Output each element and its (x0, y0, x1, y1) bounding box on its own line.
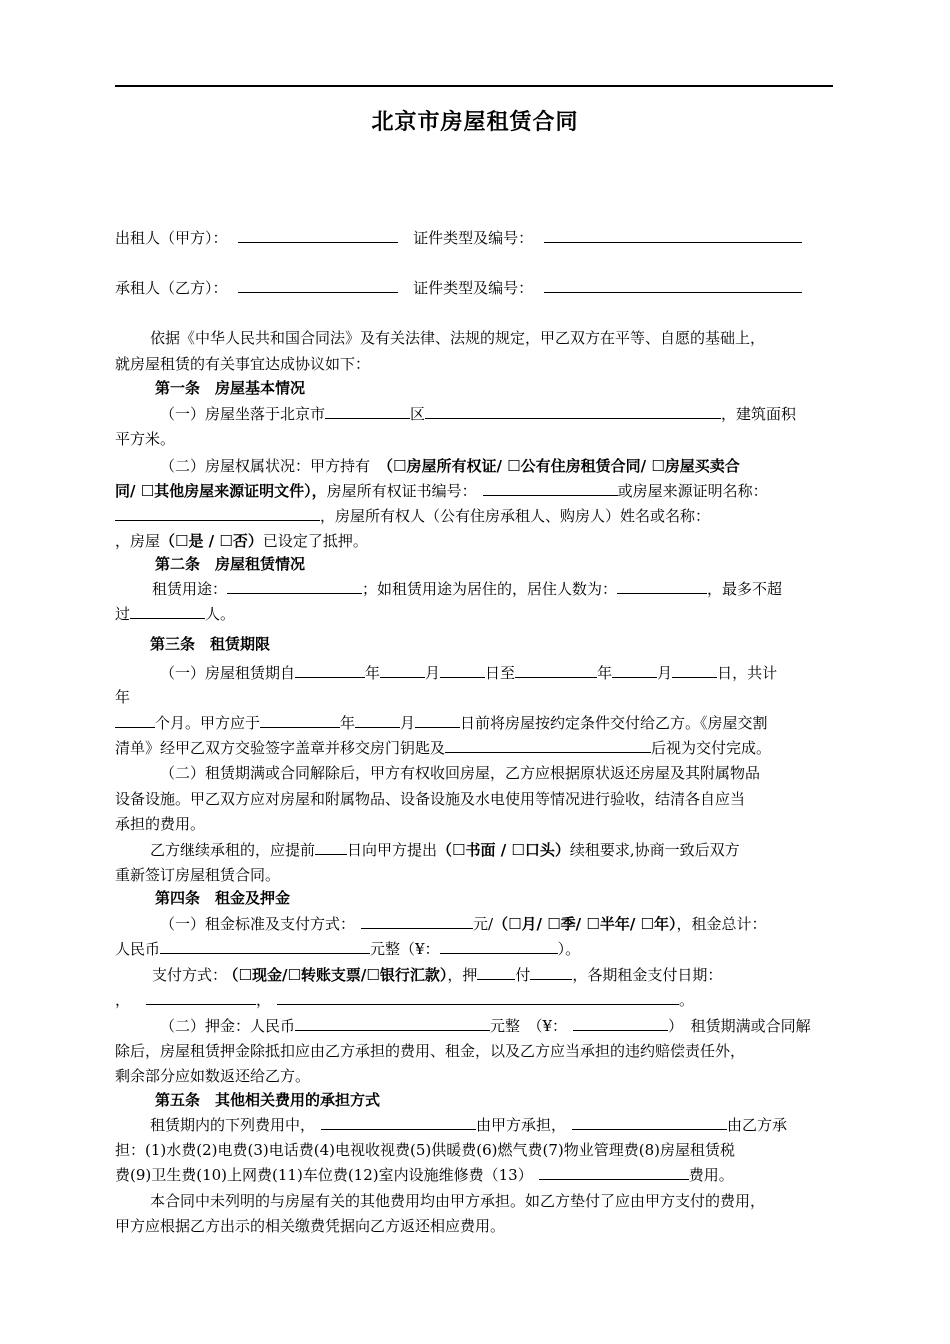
text: 租赁期内的下列费用中， (150, 1116, 316, 1134)
delivery-month-blank[interactable] (355, 713, 400, 728)
lessee-fees-blank[interactable] (572, 1115, 727, 1130)
purpose-line (152, 578, 782, 600)
article-5-heading: 第五条 其他相关费用的承担方式 (155, 1091, 381, 1109)
text: 元整（¥： (370, 940, 440, 958)
handover-items-blank[interactable] (445, 738, 651, 753)
text: 由甲方承担， (476, 1116, 567, 1134)
text: 月 (657, 664, 673, 682)
handover-line (115, 737, 771, 759)
lessor-id-label: 证件类型及编号： (413, 229, 534, 247)
start-month-blank[interactable] (380, 663, 425, 678)
start-year-blank[interactable] (295, 663, 365, 678)
payment-method-options[interactable]: （☐现金/☐转账支票/☐银行汇款） (231, 966, 448, 984)
fees-list-line-2 (115, 1164, 734, 1186)
text: 区 (410, 405, 426, 423)
lessor-label: 出租人（甲方）： (115, 229, 228, 247)
text: 年 (365, 664, 381, 682)
lessor-fees-blank[interactable] (321, 1115, 476, 1130)
max-residents-blank[interactable] (130, 604, 205, 619)
text: ， (256, 991, 272, 1009)
text: 由乙方承 (727, 1116, 788, 1134)
term-item-2-line-2: 设备设施。甲乙双方应对房屋和附属物品、设备设施及水电使用等情况进行验收，结清各自应当 (115, 790, 746, 808)
preamble-line-2: 就房屋租赁的有关事宜达成协议如下： (115, 355, 371, 373)
term-item-2-line-3: 承担的费用。 (115, 815, 206, 833)
rent-amount-blank[interactable] (361, 914, 473, 929)
text: ，建筑面积 (721, 405, 797, 423)
header-rule (115, 85, 833, 87)
delivery-year-blank[interactable] (260, 713, 340, 728)
text: 房屋所有权证书编号： (326, 482, 477, 500)
ownership-options-cont[interactable]: 同/ ☐其他房屋来源证明文件）， (115, 482, 327, 500)
text: ）。 (557, 940, 581, 958)
preamble-line-1: 依据《中华人民共和国合同法》及有关法律、法规的规定，甲乙双方在平等、自愿的基础上， (150, 329, 766, 347)
text: 费用。 (688, 1166, 734, 1184)
rent-total-words-blank[interactable] (160, 939, 370, 954)
text: 日，共计 (717, 664, 778, 682)
text: ，各期租金支付日期： (572, 966, 723, 984)
deposit-figure-blank[interactable] (573, 1016, 668, 1031)
pay-months-blank[interactable] (530, 965, 572, 980)
text: 个月。甲方应于 (155, 714, 261, 732)
text: 已设定了抵押。 (262, 532, 368, 550)
article-3-heading: 第三条 租赁期限 (150, 635, 271, 653)
owner-name-line (115, 505, 710, 527)
text: 日向甲方提出 (347, 841, 438, 859)
mortgage-options[interactable]: （☐是 / ☐否） (160, 532, 263, 550)
payment-method-line (152, 964, 722, 986)
rent-period-options[interactable]: （☐月/ ☐季/ ☐半年/ ☐年） (493, 915, 677, 933)
term-months-blank[interactable] (115, 713, 155, 728)
term-item-2-line-1: （二）租赁期满或合同解除后，甲方有权收回房屋，乙方应根据原状返还房屋及其附属物品 (160, 764, 761, 782)
text: 元/ (473, 915, 494, 933)
delivery-line (115, 712, 768, 734)
text: 租赁用途： (152, 580, 228, 598)
text: 月 (400, 714, 416, 732)
text: （一）房屋坐落于北京市 (160, 405, 326, 423)
text: （一）房屋租赁期自 (160, 664, 296, 682)
end-day-blank[interactable] (672, 663, 717, 678)
payment-date-blank-2[interactable] (277, 990, 679, 1005)
renewal-line-2: 重新签订房屋租赁合同。 (115, 866, 281, 884)
mortgage-line (115, 530, 368, 552)
lessor-name-blank[interactable] (238, 228, 398, 243)
deposit-line-2: 除后，房屋租赁押金除抵扣应由乙方承担的费用、租金，以及乙方应当承担的违约赔偿责任外， (115, 1042, 746, 1060)
deposit-months-blank[interactable] (477, 965, 515, 980)
text: （二）押金：人民币 (160, 1017, 296, 1035)
text: （一）租金标准及支付方式： (160, 915, 356, 933)
delivery-day-blank[interactable] (415, 713, 460, 728)
text: ，房屋 (115, 532, 161, 550)
renewal-options[interactable]: （☐书面 / ☐口头） (437, 841, 570, 859)
payment-date-blank-1[interactable] (146, 990, 256, 1005)
text: 人民币 (115, 940, 161, 958)
residents-blank[interactable] (617, 579, 707, 594)
page-title: 北京市房屋租赁合同 (371, 110, 579, 135)
address-blank[interactable] (425, 404, 721, 419)
text: 或房屋来源证明名称： (617, 482, 768, 500)
text: 清单》经甲乙双方交验签字盖章并移交房门钥匙及 (115, 739, 446, 757)
district-blank[interactable] (325, 404, 410, 419)
lessee-label: 承租人（乙方）： (115, 279, 228, 297)
text: 续租要求,协商一致后双方 (569, 841, 740, 859)
article-2-heading: 第二条 房屋租赁情况 (155, 555, 306, 573)
text: 支付方式： (152, 966, 228, 984)
fees-line (150, 1114, 787, 1136)
start-day-blank[interactable] (440, 663, 485, 678)
end-month-blank[interactable] (612, 663, 657, 678)
text: 年 (597, 664, 613, 682)
other-fee-blank[interactable] (539, 1165, 689, 1180)
lessor-id-blank[interactable] (544, 228, 802, 243)
text: ，租金总计： (676, 915, 767, 933)
text: 乙方继续承租的，应提前 (150, 841, 316, 859)
text: 过 (115, 605, 131, 623)
term-year-line: 年 (115, 688, 131, 706)
text: ） 租赁期满或合同解 (668, 1017, 811, 1035)
end-year-blank[interactable] (515, 663, 597, 678)
text: ，房屋所有权人（公有住房承租人、购房人）姓名或名称： (320, 507, 711, 525)
text: 年 (340, 714, 356, 732)
article-1-item-1 (160, 403, 796, 425)
renewal-days-blank[interactable] (315, 840, 347, 855)
other-fees-line-1: 本合同中未列明的与房屋有关的其他费用均由甲方承担。如乙方垫付了应由甲方支付的费用， (150, 1192, 766, 1210)
text: （二）房屋权属状况：甲方持有 (160, 457, 371, 475)
purpose-blank[interactable] (227, 579, 362, 594)
deposit-line (160, 1015, 811, 1037)
rent-total-figure-blank[interactable] (440, 939, 558, 954)
text: ， (115, 991, 131, 1009)
text: 后视为交付完成。 (651, 739, 772, 757)
term-line (160, 662, 777, 684)
lessee-id-blank[interactable] (544, 278, 802, 293)
max-residents-line (115, 603, 235, 625)
ownership-options[interactable]: （☐房屋所有权证/ ☐公有住房租赁合同/ ☐房屋买卖合 (378, 457, 740, 475)
article-1-heading: 第一条 房屋基本情况 (155, 379, 306, 397)
text: ，最多不超 (707, 580, 783, 598)
deposit-line-3: 剩余部分应如数返还给乙方。 (115, 1067, 311, 1085)
text: 日至 (485, 664, 516, 682)
other-fees-line-2: 甲方应根据乙方出示的相关缴费凭据向乙方返还相应费用。 (115, 1217, 506, 1235)
renewal-line (150, 839, 740, 861)
article-1-item-2 (160, 455, 740, 477)
text: 月 (425, 664, 441, 682)
rent-total-line (115, 938, 580, 960)
lessee-id-label: 证件类型及编号： (413, 279, 534, 297)
source-name-blank[interactable] (115, 506, 320, 521)
rent-standard-line (160, 913, 767, 935)
cert-number-blank[interactable] (483, 481, 618, 496)
ownership-line-2 (115, 480, 768, 502)
text: 元整 （¥： (490, 1017, 568, 1035)
text: 费(9)卫生费(10)上网费(11)车位费(12)室内设施维修费（13） (115, 1166, 533, 1184)
text: ；如租赁用途为居住的，居住人数为： (362, 580, 618, 598)
text: 。 (679, 991, 695, 1009)
payment-dates-line (115, 989, 694, 1011)
lessee-line (115, 277, 802, 299)
text: 付 (515, 966, 531, 984)
text: 日前将房屋按约定条件交付给乙方。《房屋交割 (460, 714, 768, 732)
text: 人。 (205, 605, 236, 623)
deposit-words-blank[interactable] (295, 1016, 490, 1031)
fees-list-line-1: 担：(1)水费(2)电费(3)电话费(4)电视收视费(5)供暖费(6)燃气费(7)物业管理费(8)房屋租赁税 (115, 1141, 735, 1159)
lessor-line (115, 227, 802, 249)
text: ，押 (447, 966, 478, 984)
area-unit-line: 平方米。 (115, 430, 176, 448)
lessee-name-blank[interactable] (238, 278, 398, 293)
article-4-heading: 第四条 租金及押金 (155, 889, 291, 907)
